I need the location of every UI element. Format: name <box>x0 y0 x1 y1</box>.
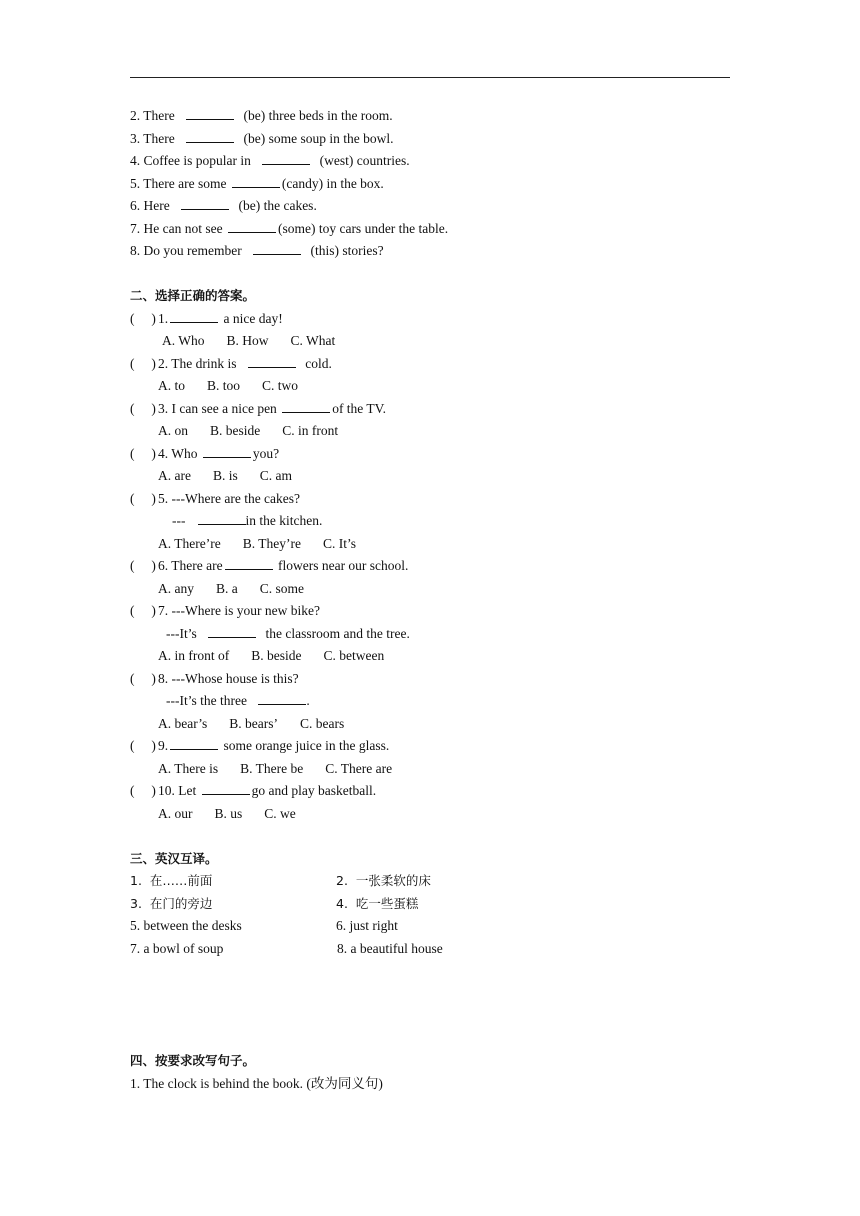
answer-blank <box>248 354 296 368</box>
option[interactable]: A. in front of <box>158 648 230 663</box>
answer-blank <box>198 511 246 525</box>
option[interactable]: B. How <box>226 333 269 348</box>
translation-row: 5. between the desks 6. just right <box>130 918 398 933</box>
options-row <box>130 758 750 781</box>
question: ( ) 7. ---Where is your new bike? <box>130 600 750 623</box>
options-row <box>130 420 750 443</box>
option[interactable]: A. any <box>158 580 194 596</box>
option[interactable]: C. bears <box>299 715 345 731</box>
options-row <box>130 465 750 488</box>
question: ( ) 9. some orange juice in the glass. <box>130 735 750 758</box>
answer-blank[interactable] <box>232 174 280 188</box>
question-response: ---It’s the three . <box>166 693 310 708</box>
question-response: --- in the kitchen. <box>172 513 323 528</box>
option[interactable]: C. two <box>262 378 299 393</box>
worksheet <box>130 105 750 1095</box>
option[interactable]: B. us <box>214 805 243 821</box>
option[interactable]: A. bear’s <box>158 715 208 731</box>
options-row <box>130 375 750 398</box>
section-title: 三、英汉互译。 <box>130 850 218 866</box>
spacer <box>130 825 750 848</box>
answer-bracket[interactable]: ( ) <box>130 445 156 461</box>
options-row <box>130 645 750 668</box>
answer-bracket[interactable]: ( ) <box>130 738 156 753</box>
answer-blank <box>258 691 306 705</box>
option[interactable]: C. am <box>259 468 292 483</box>
answer-bracket[interactable]: ( ) <box>130 670 156 686</box>
option[interactable]: A. are <box>158 468 191 483</box>
answer-bracket[interactable]: ( ) <box>130 490 156 506</box>
fill-blank-item: 2. There (be) three beds in the room. <box>130 108 393 123</box>
question: ( ) 2. The drink is cold. <box>130 353 750 376</box>
rewrite-item: 1. The clock is behind the book. (改为同义句) <box>130 1075 383 1091</box>
option[interactable]: C. in front <box>282 423 339 438</box>
question: ( ) 1. a nice day! <box>130 308 750 331</box>
question: ( ) 10. Let go and play basketball. <box>130 780 750 803</box>
fill-blank-list <box>130 105 750 263</box>
fill-blank-item: 6. Here (be) the cakes. <box>130 198 317 213</box>
fill-blank-item: 7. He can not see (some) toy cars under the table. <box>130 220 449 236</box>
question: ( ) 8. ---Whose house is this? <box>130 668 750 691</box>
answer-blank[interactable] <box>186 129 234 143</box>
options-row <box>130 330 750 353</box>
option[interactable]: B. bears’ <box>229 715 278 731</box>
answer-bracket[interactable]: ( ) <box>130 783 156 798</box>
option[interactable]: C. What <box>290 333 336 348</box>
answer-bracket[interactable]: ( ) <box>130 558 156 573</box>
option[interactable]: A. There’re <box>158 535 221 551</box>
question-response: ---It’s the classroom and the tree. <box>166 625 410 641</box>
answer-blank <box>202 781 250 795</box>
answer-blank[interactable] <box>186 106 234 120</box>
option[interactable]: B. There be <box>240 760 304 776</box>
answer-blank[interactable] <box>181 196 229 210</box>
translation-row: 1. 在……前面 2. 一张柔软的床 <box>130 873 431 888</box>
answer-bracket[interactable]: ( ) <box>130 603 156 618</box>
answer-blank[interactable] <box>253 241 301 255</box>
option[interactable]: B. too <box>207 378 241 393</box>
option[interactable]: B. They’re <box>242 535 301 551</box>
option[interactable]: C. we <box>264 805 296 821</box>
section-title: 二、选择正确的答案。 <box>130 288 256 303</box>
options-row <box>130 578 750 601</box>
option[interactable]: C. between <box>323 648 385 663</box>
option[interactable]: B. beside <box>251 648 302 663</box>
option[interactable]: A. to <box>158 378 185 393</box>
answer-blank <box>208 624 256 638</box>
spacer <box>130 263 750 286</box>
fill-blank-item: 3. There (be) some soup in the bowl. <box>130 130 394 146</box>
answer-blank <box>282 399 330 413</box>
option[interactable]: A. Who <box>162 333 205 348</box>
answer-blank <box>203 444 251 458</box>
option[interactable]: B. beside <box>210 423 261 438</box>
answer-blank <box>170 736 218 750</box>
options-row <box>130 803 750 826</box>
translation-row: 7. a bowl of soup 8. a beautiful house <box>130 940 443 956</box>
fill-blank-item: 8. Do you remember (this) stories? <box>130 243 384 258</box>
fill-blank-item: 5. There are some (candy) in the box. <box>130 175 384 191</box>
option[interactable]: A. There is <box>158 760 219 776</box>
option[interactable]: C. It’s <box>322 535 356 551</box>
answer-blank[interactable] <box>262 151 310 165</box>
options-row <box>130 713 750 736</box>
question: ( ) 6. There are flowers near our school. <box>130 555 750 578</box>
answer-blank <box>225 556 273 570</box>
answer-bracket[interactable]: ( ) <box>130 400 156 416</box>
question: ( ) 4. Who you? <box>130 443 750 466</box>
answer-bracket[interactable]: ( ) <box>130 355 156 371</box>
option[interactable]: C. some <box>259 580 305 596</box>
fill-blank-item: 4. Coffee is popular in (west) countries. <box>130 153 410 168</box>
answer-bracket[interactable]: ( ) <box>130 310 156 326</box>
section-title: 四、按要求改写句子。 <box>130 1053 256 1068</box>
header-rule <box>130 77 730 78</box>
option[interactable]: B. is <box>212 468 238 483</box>
spacer <box>130 960 750 1050</box>
options-row <box>130 533 750 556</box>
option[interactable]: C. There are <box>325 760 393 776</box>
translation-row: 3. 在门的旁边 4. 吃一些蛋糕 <box>130 895 419 911</box>
option[interactable]: A. our <box>158 805 193 821</box>
option[interactable]: A. on <box>158 423 188 438</box>
question: ( ) 3. I can see a nice pen of the TV. <box>130 398 750 421</box>
answer-blank[interactable] <box>228 219 276 233</box>
option[interactable]: B. a <box>216 580 238 596</box>
question: ( ) 5. ---Where are the cakes? <box>130 488 750 511</box>
answer-blank <box>170 309 218 323</box>
